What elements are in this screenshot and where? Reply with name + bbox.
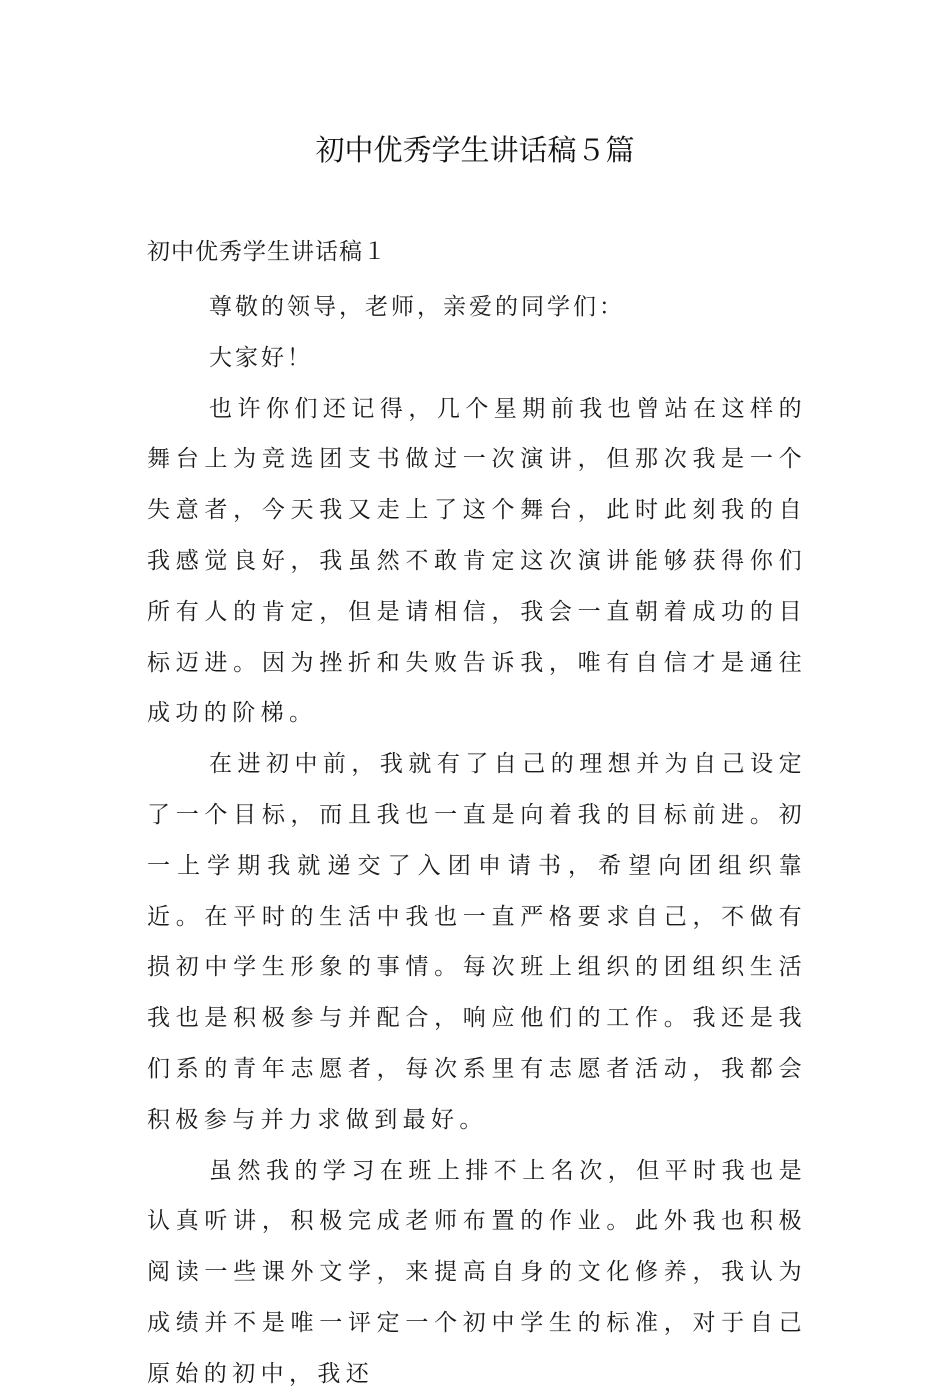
document-body: [147, 282, 807, 1400]
body-paragraph: 也许你们还记得，几个星期前我也曾站在这样的舞台上为竞选团支书做过一次演讲，但那次我是一个失意者，今天我又走上了这个舞台，此时此刻我的自我感觉良好，我虽然不敢肯定这次演讲能够获得你们所有人的肯定，但是请相信，我会一直朝着成功的目标迈进。因为挫折和失败告诉我，唯有自信才是通往成功的阶梯。: [147, 395, 807, 727]
greeting-paragraph: 大家好！: [209, 344, 313, 371]
section-heading: 初中优秀学生讲话稿１: [147, 239, 387, 265]
body-paragraph: 虽然我的学习在班上排不上名次，但平时我也是认真听讲，积极完成老师布置的作业。此外我也积极阅读一些课外文学，来提高自身的文化修养，我认为成绩并不是唯一评定一个初中学生的标准，对于自己原始的初中，我还: [147, 1157, 807, 1387]
salutation-paragraph: 尊敬的领导，老师，亲爱的同学们：: [209, 294, 625, 320]
document-title: 初中优秀学生讲话稿５篇: [315, 133, 635, 167]
body-paragraph: 在进初中前，我就有了自己的理想并为自己设定了一个目标，而且我也一直是向着我的目标前进。初一上学期我就递交了入团申请书，希望向团组织靠近。在平时的生活中我也一直严格要求自己，不做有损初中学生形象的事情。每次班上组织的团组织生活我也是积极参与并配合，响应他们的工作。我还是我们系的青年志愿者，每次系里有志愿者活动，我都会积极参与并力求做到最好。: [147, 751, 807, 1133]
